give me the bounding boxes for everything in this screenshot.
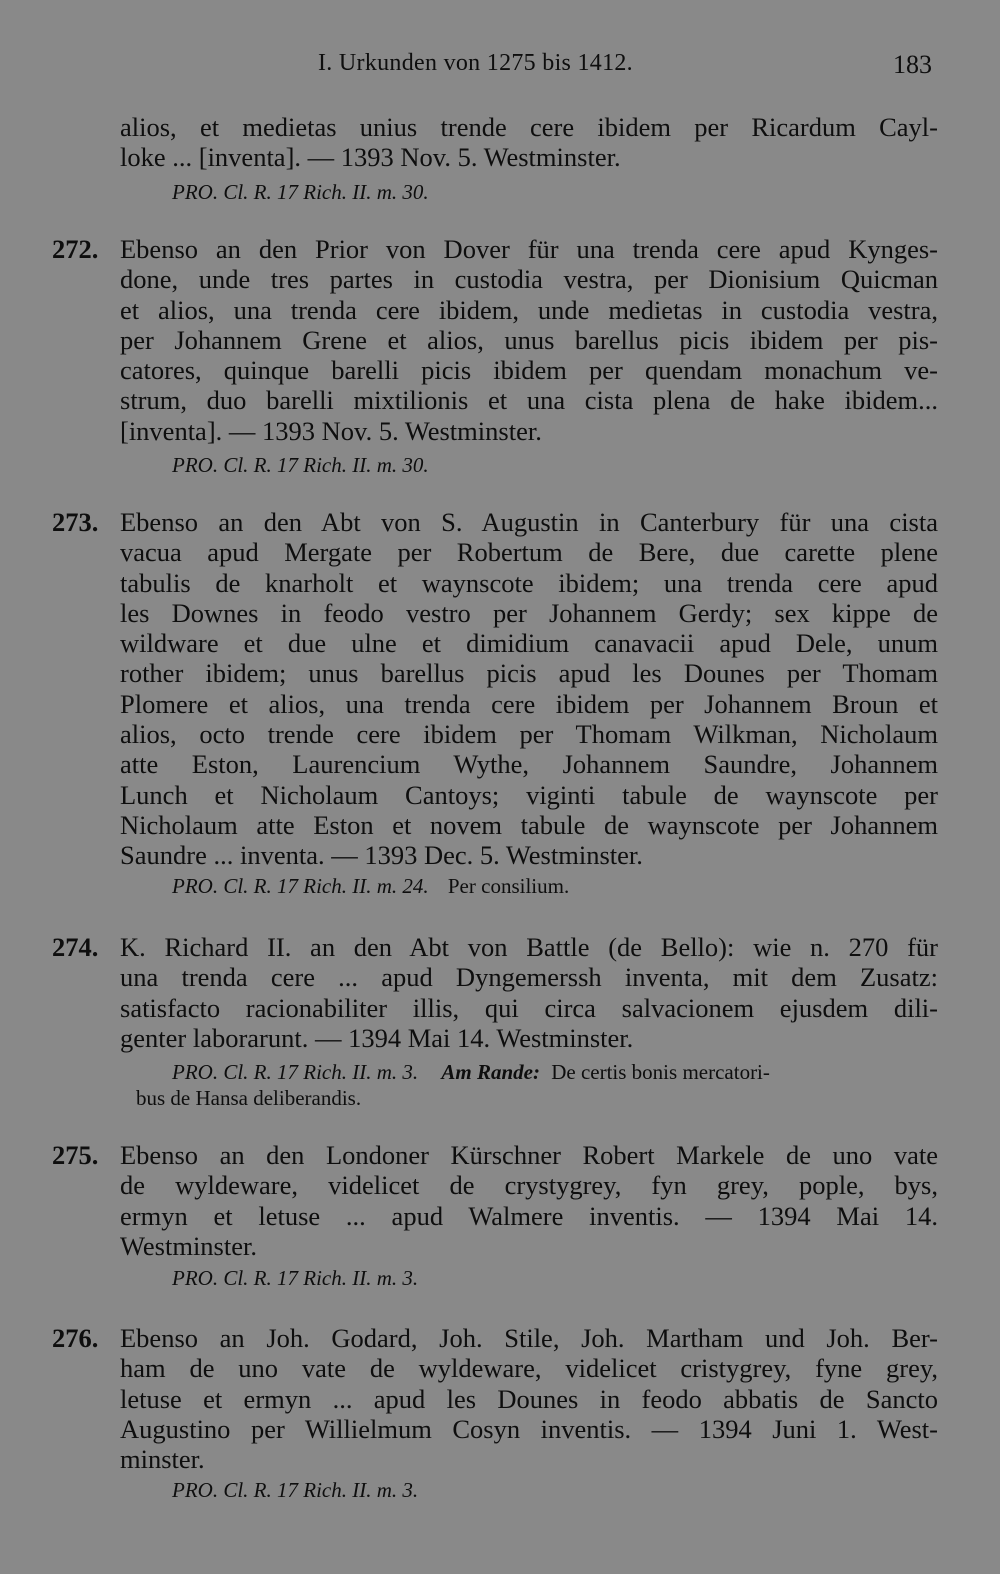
text-line: per Johannem Grene et alios, unus barellus picis ibidem per pis- bbox=[120, 324, 938, 355]
entry-number: 273. bbox=[52, 507, 99, 537]
margin-note-text: De certis bonis mercatori- bbox=[551, 1060, 770, 1084]
entry-number: 275. bbox=[52, 1140, 99, 1170]
entry-number: 276. bbox=[52, 1323, 99, 1353]
text-line: vacua apud Mergate per Robertum de Bere, due carette plene bbox=[120, 537, 938, 568]
text-line: wildware et due ulne et dimidium canavacii apud Dele, unum bbox=[120, 628, 938, 659]
text-line: Ebenso an den Abt von S. Augustin in Canterbury für una cista bbox=[120, 507, 938, 537]
text-line: de wyldeware, videlicet de crystygrey, fyn grey, pople, bys, bbox=[120, 1170, 938, 1201]
text-line: Nicholaum atte Eston et novem tabule de waynscote per Johannem bbox=[120, 809, 938, 840]
text-line: Saundre ... inventa. — 1393 Dec. 5. Westminster. bbox=[120, 840, 643, 871]
source-reference bbox=[172, 1060, 770, 1085]
entry-275 bbox=[120, 1140, 938, 1261]
entry-276 bbox=[120, 1323, 938, 1474]
text-line: strum, duo barelli mixtilionis et una cista plena de hake ibidem... bbox=[120, 385, 938, 416]
text-line: alios, octo trende cere ibidem per Thomam Wilkman, Nicholaum bbox=[120, 719, 938, 750]
source-citation: PRO. Cl. R. 17 Rich. II. m. 3. bbox=[172, 1060, 419, 1084]
entry-number: 274. bbox=[52, 932, 99, 962]
text-line: K. Richard II. an den Abt von Battle (de Bello): wie n. 270 für bbox=[120, 932, 938, 962]
text-line: et alios, una trenda cere ibidem, unde medietas in custodia vestra, bbox=[120, 294, 938, 325]
source-reference bbox=[172, 874, 569, 899]
text-line: les Downes in feodo vestro per Johannem Gerdy; sex kippe de bbox=[120, 597, 938, 628]
text-line: rother ibidem; unus barellus picis apud les Dounes per Thomam bbox=[120, 658, 938, 689]
text-line: Plomere et alios, una trenda cere ibidem per Johannem Broun et bbox=[120, 688, 938, 719]
text-line: Augustino per Willielmum Cosyn inventis. — 1394 Juni 1. West- bbox=[120, 1413, 938, 1444]
running-title: I. Urkunden von 1275 bis 1412. bbox=[318, 50, 633, 76]
text-line: Ebenso an den Londoner Kürschner Robert Markele de uno vate bbox=[120, 1140, 938, 1170]
page-number: 183 bbox=[893, 50, 932, 79]
text-line: tabulis de knarholt et waynscote ibidem; una trenda cere apud bbox=[120, 567, 938, 598]
source-extra: Per consilium. bbox=[447, 874, 570, 898]
text-line: [inventa]. — 1393 Nov. 5. Westminster. bbox=[120, 415, 542, 446]
text-line: Lunch et Nicholaum Cantoys; viginti tabule de waynscote per bbox=[120, 779, 938, 810]
text-line: Ebenso an Joh. Godard, Joh. Stile, Joh. Martham und Joh. Ber- bbox=[120, 1323, 938, 1353]
text-line: genter laborarunt. — 1394 Mai 14. Westminster. bbox=[120, 1022, 634, 1053]
text-line: ermyn et letuse ... apud Walmere inventis. — 1394 Mai 14. bbox=[120, 1200, 938, 1231]
intro-paragraph bbox=[120, 112, 938, 173]
text-line: Ebenso an den Prior von Dover für una trenda cere apud Kynges- bbox=[120, 234, 938, 264]
text-line: ham de uno vate de wyldeware, videlicet cristygrey, fyne grey, bbox=[120, 1353, 938, 1384]
entry-number: 272. bbox=[52, 234, 99, 264]
text-line: loke ... [inventa]. — 1393 Nov. 5. Westminster. bbox=[120, 142, 621, 173]
entry-273 bbox=[120, 507, 938, 871]
text-line: Westminster. bbox=[120, 1230, 257, 1261]
entry-272 bbox=[120, 234, 938, 446]
text-line: alios, et medietas unius trende cere ibidem per Ricardum Cayl- bbox=[120, 112, 938, 142]
page-header bbox=[0, 46, 1000, 86]
source-reference: PRO. Cl. R. 17 Rich. II. m. 3. bbox=[172, 1266, 419, 1290]
text-line: catores, quinque barelli picis ibidem per quendam monachum ve- bbox=[120, 355, 938, 386]
source-reference: PRO. Cl. R. 17 Rich. II. m. 30. bbox=[172, 180, 429, 204]
text-line: letuse et ermyn ... apud les Dounes in feodo abbatis de Sancto bbox=[120, 1383, 938, 1414]
source-reference: PRO. Cl. R. 17 Rich. II. m. 3. bbox=[172, 1478, 419, 1502]
margin-note-label: Am Rande: bbox=[441, 1060, 540, 1084]
text-line: satisfacto racionabiliter illis, qui circa salvacionem ejusdem dili- bbox=[120, 992, 938, 1023]
margin-note-continuation: bus de Hansa deliberandis. bbox=[136, 1086, 362, 1110]
text-line: minster. bbox=[120, 1444, 205, 1475]
entry-274 bbox=[120, 932, 938, 1053]
text-line: una trenda cere ... apud Dyngemerssh inventa, mit dem Zusatz: bbox=[120, 962, 938, 993]
text-line: done, unde tres partes in custodia vestra, per Dionisium Quicman bbox=[120, 264, 938, 295]
source-reference: PRO. Cl. R. 17 Rich. II. m. 30. bbox=[172, 453, 429, 477]
text-line: atte Eston, Laurencium Wythe, Johannem Saundre, Johannem bbox=[120, 749, 938, 780]
source-citation: PRO. Cl. R. 17 Rich. II. m. 24. bbox=[172, 874, 429, 898]
